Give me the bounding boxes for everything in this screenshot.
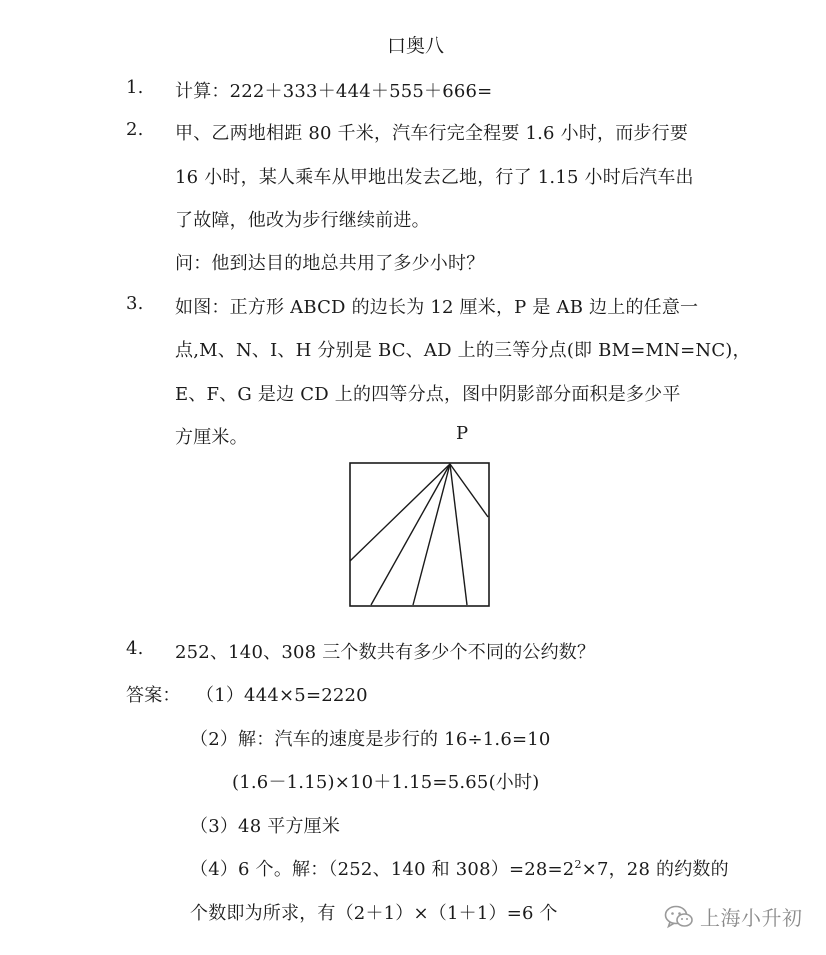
problem-1-number: 1. (126, 77, 144, 98)
problem-2-line-3: 了故障，他改为步行继续前进。 (175, 210, 430, 231)
answer-4-exponent: 2 (574, 858, 582, 871)
problem-2-line-4: 问：他到达目的地总共用了多少小时？ (175, 253, 485, 274)
problem-4-text: 252、140、308 三个数共有多少个不同的公约数？ (175, 642, 596, 663)
answer-2-line-1: （2）解：汽车的速度是步行的 16÷1.6=10 (190, 729, 551, 750)
answer-2-line-2: (1.6－1.15)×10＋1.15=5.65(小时) (232, 772, 540, 793)
problem-2-line-1: 甲、乙两地相距 80 千米，汽车行完全程要 1.6 小时，而步行要 (175, 123, 689, 144)
segment-p-to-f (413, 464, 450, 605)
wechat-icon (664, 904, 694, 930)
problem-2-number: 2. (126, 119, 144, 140)
answer-3: （3）48 平方厘米 (190, 816, 341, 837)
answer-1: （1）444×5=2220 (196, 685, 368, 706)
problem-1-text: 计算：222＋333＋444＋555＋666= (175, 81, 493, 102)
problem-4-number: 4. (126, 638, 144, 659)
problem-3-number: 3. (126, 293, 144, 314)
problem-3-line-4: 方厘米。 (175, 427, 248, 448)
problem-3-line-1: 如图：正方形 ABCD 的边长为 12 厘米，P 是 AB 边上的任意一 (175, 297, 699, 318)
watermark-text: 上海小升初 (700, 906, 803, 930)
segment-p-to-n (350, 464, 450, 561)
page-title: 口奥八 (387, 35, 445, 57)
answer-4-post: ×7，28 的约数的 (581, 859, 729, 880)
square-figure (349, 462, 490, 607)
problem-3-line-3: E、F、G 是边 CD 上的四等分点，图中阴影部分面积是多少平 (175, 384, 681, 405)
problem-2-line-2: 16 小时，某人乘车从甲地出发去乙地，行了 1.15 小时后汽车出 (175, 167, 694, 188)
segment-p-to-e (371, 464, 450, 605)
figure-label-p: P (456, 423, 469, 444)
answers-label: 答案： (126, 685, 181, 706)
square-outline (350, 463, 489, 606)
answer-4-line-2: 个数即为所求，有（2＋1）×（1＋1）=6 个 (190, 903, 558, 924)
answer-4-line-1 (190, 855, 729, 881)
answer-4-pre: （4）6 个。解：（252、140 和 308）=28=2 (190, 859, 575, 880)
watermark (664, 902, 803, 931)
problem-3-line-2: 点,M、N、I、H 分别是 BC、AD 上的三等分点(即 BM=MN=NC)， (175, 340, 751, 361)
